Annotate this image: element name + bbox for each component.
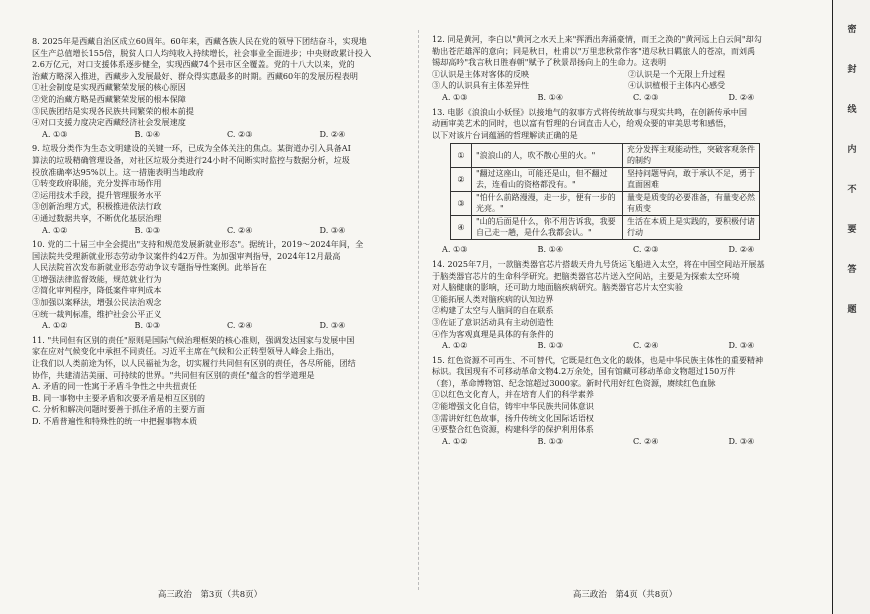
question-text: 国法院共受理新就业形态劳动争议案件约42万件。为加强审判指导，2024年12月最高 [32,250,341,261]
meaning-cell: 生活在本质上是实践的，要积极付诸行动 [623,216,760,240]
table-row [451,144,760,168]
question-15 [432,355,824,448]
seal-line-text [843,10,861,330]
statement: ①能拓展人类对脑疾病的认知边界 [432,293,554,304]
choice-c: C. ②③ [633,91,659,102]
page-divider [418,30,419,590]
table-row [451,192,760,216]
choice-c: C. ②③ [227,128,253,139]
seal-char: 密 [847,25,857,35]
choice-d: D. ②④ [728,244,755,255]
seal-char: 不 [847,185,857,195]
statement: ④对口支援力度决定西藏经济社会发展速度 [32,117,186,128]
question-text: 2.6万亿元，对口支援体系逐步健全，实现西藏74个县市区全覆盖。党的十八大以来，党的 [32,59,355,70]
choice-d: D. ②④ [319,128,346,139]
statement: ①认识是主体对客体的反映 [432,68,530,79]
answer-choices [442,244,824,256]
question-text: 区生产总值增长155倍，脱贫人口人均纯收入持续增长，社会事业全面进步；中央财政累计投入 [32,47,372,58]
question-text: 动画审美艺术的同时，也以富有哲理的台词直击人心，给观众要的审美思考和感悟， [432,118,732,129]
statement: ③佐证了意识活动具有主动创造性 [432,316,554,327]
question-14 [432,259,824,352]
seal-char: 要 [847,225,857,235]
choice-b: B. 同一事物中主要矛盾和次要矛盾是相互区别的 [32,392,205,403]
quote-cell: "浪浪山的人，吹不散心里的火。" [472,144,623,168]
seal-char: 内 [847,145,857,155]
answer-choices [42,225,412,237]
choice-a: A. ①③ [442,91,468,102]
choice-a: A. ①② [442,435,468,446]
row-number: ① [451,144,472,168]
row-number: ④ [451,216,472,240]
quote-cell: "山的后面是什么，你不用告诉我，我要自己走一趟，是什么我都会认。" [472,216,623,240]
choice-b: B. ①④ [537,91,564,102]
seal-char: 线 [847,105,857,115]
question-text: 以下对该片台词蕴涵的哲理解读正确的是 [432,129,578,140]
answer-choices [442,436,824,448]
statement: ①以红色文化育人，并在培育人们的科学素养 [432,389,594,400]
answer-choices [442,340,824,352]
meaning-cell: 充分发挥主观能动性，突破客观条件的制约 [623,144,760,168]
choice-d: D. ③④ [319,224,346,235]
question-text: 协作，共建清洁美丽、可持续的世界。"共同但有区别的责任"蕴含的哲学道理是 [32,369,315,380]
row-number: ③ [451,192,472,216]
statement-row [432,69,824,81]
question-9 [32,143,412,236]
page-footer: 高三政治 第3页（共8页） [157,590,263,600]
question-text: 算法的垃圾精确管理设备，对社区垃圾分类进行24小时不间断实时监控与数据分析，垃圾 [32,154,350,165]
question-text: 于脑类器官芯片的生命科学研究。把脑类器官芯片送入空间站，主要是为探索太空环境 [432,270,740,281]
statement: ③创新治理方式，积极推进依法行政 [32,201,162,212]
choice-a: A. ①② [442,340,468,351]
question-text: 勒出苍茫雄浑的意向；同是秋日，杜甫以"万里悲秋常作客"道尽秋日羁旅人的苍凉，而刘禹 [432,45,756,56]
statement-row [432,80,824,92]
choice-d: D. ③④ [728,340,755,351]
statement: ①社会制度是实现西藏繁荣发展的核心原因 [32,82,186,93]
choice-d: D. ②④ [728,91,755,102]
statement: ③人的认识具有主体差异性 [432,80,530,91]
question-text: 11. "共同但有区别的责任"原则是国际气候治理框架的核心准则，强调发达国家与发展中国 [32,334,355,345]
choice-a: A. ①② [42,320,68,331]
question-text: 10. 党的二十届三中全会提出"支持和规范发展新就业形态"。据统计，2019～2024年间，全 [32,239,364,250]
seal-char: 封 [847,65,857,75]
choice-c: C. ②④ [633,435,659,446]
meaning-cell: 坚持问题导向，敢于承认不足，勇于直面困难 [623,168,760,192]
statement: ②能增强文化自信，铸牢中华民族共同体意识 [432,401,594,412]
question-text: 12. 同是黄河，李白以"黄河之水天上来"挥洒出奔涌豪情，而王之涣的"黄河远上白云间"却勾 [432,34,762,44]
answer-choices [442,92,824,104]
statement: ②简化审判程序，降低案件审判成本 [32,285,162,296]
statement: ①增强法律监督效能，规范就业行为 [32,273,162,284]
statement: ③需讲好红色故事，扬升传统文化国际话语权 [432,412,594,423]
question-text: 人民法院首次发布新就业形态劳动争议专题指导性案例。此举旨在 [32,262,267,273]
choice-b: B. ①③ [134,320,161,331]
statement: ③民族团结是实现各民族共同繁荣的根本前提 [32,105,194,116]
question-text: 标识。我国现有不可移动革命文物4.2万余处，国有馆藏可移动革命文物超过150万件 [432,366,736,377]
choice-a: A. ①② [42,224,68,235]
statement: ④统一裁判标准，维护社会公平正义 [32,308,162,319]
table-row [451,168,760,192]
seal-line-strip [832,0,870,614]
question-text: 9. 垃圾分类作为生态文明建设的关键一环，已成为全体关注的焦点。某街道办引入具备AI [32,143,351,154]
right-page [420,0,830,614]
question-12 [432,34,824,104]
choice-b: B. ①③ [537,340,564,351]
meaning-cell: 量变是质变的必要准备，有量变必然有质变 [623,192,760,216]
question-text: 8. 2025年是西藏自治区成立60周年。60年来，西藏各族人民在党的领导下团结奋斗，实现地 [32,36,367,46]
question-10 [32,239,412,332]
question-11 [32,335,412,428]
quote-table [450,143,760,240]
statement: ②认识是一个无限上升过程 [628,68,726,79]
question-text: 14. 2025年7月，一款脑类器官芯片搭载天舟九号货运飞船进入太空，将在中国空间站开展基 [432,258,765,269]
choice-b: B. ①③ [134,224,161,235]
choice-c: C. ②④ [633,340,659,351]
statement: ④作为客观真理是具体的有条件的 [432,328,554,339]
choice-b: B. ①④ [134,128,161,139]
quote-cell: "怕什么前路漫漫，走一步，便有一步的光亮。" [472,192,623,216]
statement: ④通过数据共享，不断优化基层治理 [32,212,162,223]
question-8 [32,36,412,140]
choice-d: D. 不盾普遍性和特殊性的统一中把握事物本质 [32,416,198,426]
answer-choices [42,320,412,332]
question-text: 锡却高吟"我言秋日胜春朝"赋予了秋景昂扬向上的生命力。这表明 [432,57,667,68]
choice-a: A. 矛盾的同一性寓于矛盾斗争性之中共扭责任 [32,381,197,392]
choice-a: A. ①③ [442,244,468,255]
choice-b: B. ①③ [537,435,564,446]
table-row [451,216,760,240]
quote-cell: "翻过这座山，可能还是山，但不翻过去，连看山的资格都没有。" [472,168,623,192]
choice-d: D. ③④ [319,320,346,331]
choice-c: C. 分析和解决问题时要善于抓住矛盾的主要方面 [32,404,205,415]
question-text: 家在应对气候变化中承担不同责任。习近平主席在气候和公正转型领导人峰会上指出， [32,346,340,357]
choice-c: C. ②④ [227,224,253,235]
seal-char: 题 [847,305,857,315]
left-page [0,0,420,614]
question-text: 治藏方略深入推进，西藏步入发展最好、群众得实惠最多的时期。西藏60年的发展历程表明 [32,70,358,81]
statement: ④要整合红色资源，构建科学的保护利用体系 [432,424,594,435]
choice-c: C. ②③ [633,244,659,255]
statement: ④认识植根于主体内心感受 [628,80,726,91]
page-footer: 高三政治 第4页（共8页） [572,590,678,600]
question-text: 投放准确率达95%以上。这一措施表明当地政府 [32,166,204,177]
statement: ②构建了太空与人脑间的自在联系 [432,305,554,316]
seal-char: 答 [847,265,857,275]
question-13 [432,107,824,256]
statement: ③加强以案释法，增强公民法治观念 [32,297,162,308]
statement: ②党的治藏方略是西藏繁荣发展的根本保障 [32,93,186,104]
question-text: 13. 电影《浪浪山小妖怪》以接地气的叙事方式将传统故事与现实共鸣，在创新传承中国 [432,106,747,117]
choice-c: C. ②④ [227,320,253,331]
statement: ②运用技术手段，提升管理服务水平 [32,189,162,200]
choice-b: B. ①④ [537,244,564,255]
choice-d: D. ③④ [728,435,755,446]
question-text: （套），革命博物馆、纪念馆超过3000家。新时代用好红色资源，赓续红色血脉 [432,377,716,388]
question-text: 15. 红色资源不可再生、不可替代，它既是红色文化的载体，也是中华民族主体性的重要精神 [432,354,764,365]
question-text: 对人脑健康的影响，还可助力地面脑疾病研究。脑类器官芯片太空实验 [432,282,683,293]
statement: ①转变政府职能，充分发挥市场作用 [32,178,162,189]
answer-choices [42,129,412,141]
choice-a: A. ①③ [42,128,68,139]
question-text: 让我们以人类前途为怀，以人民福祉为念，切实履行共同但有区别的责任，各尽所能，团结 [32,358,356,369]
row-number: ② [451,168,472,192]
